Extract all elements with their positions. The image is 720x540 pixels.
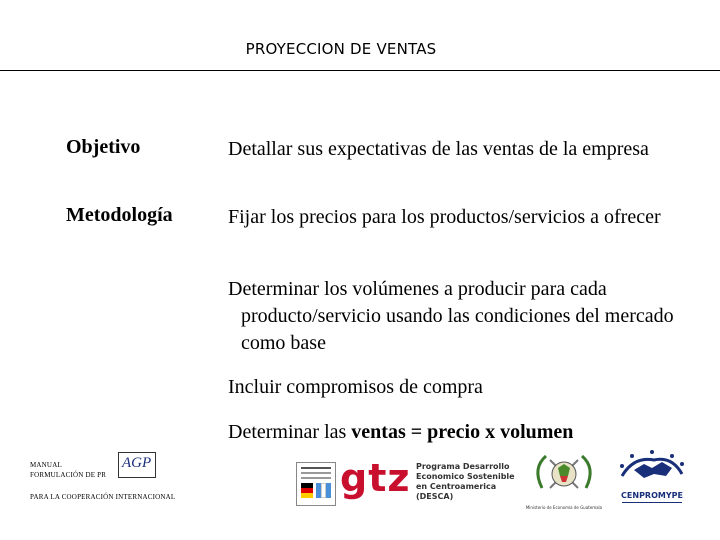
cenpromype-text: CENPROMYPE <box>621 491 683 500</box>
text-ventas-bold: ventas = precio x volumen <box>351 421 574 443</box>
desca-line-2: Economico Sostenible <box>416 472 515 481</box>
ministry-caption: Ministerio de Economía de Guatemala <box>525 505 603 510</box>
coat-of-arms-icon <box>522 448 606 498</box>
text-objetivo: Detallar sus expectativas de las ventas de la empresa <box>228 138 649 160</box>
text-ventas-formula <box>228 419 701 446</box>
desca-line-1: Programa Desarrollo <box>416 462 510 471</box>
footer-formulacion: FORMULACIÓN DE PR <box>30 471 107 479</box>
german-cooperation-logo <box>296 462 336 506</box>
cenpromype-map-icon <box>614 446 690 486</box>
desca-logo <box>416 462 515 502</box>
label-metodologia: Metodología <box>66 204 173 226</box>
desca-line-4: (DESCA) <box>416 492 454 501</box>
agp-logo <box>118 452 156 478</box>
text-compromisos: Incluir compromisos de compra <box>228 376 483 398</box>
text-ventas-prefix: Determinar las <box>228 421 352 443</box>
guatemala-coat-of-arms-logo <box>522 448 606 508</box>
page-title: PROYECCION DE VENTAS <box>245 40 437 58</box>
desca-line-3: en Centroamerica <box>416 482 497 491</box>
cenpromype-logo <box>614 446 690 510</box>
gtz-logo: gtz <box>340 456 411 500</box>
text-metodologia: Fijar los precios para los productos/servicios a ofrecer <box>228 206 661 228</box>
label-objetivo: Objetivo <box>66 136 141 158</box>
agp-logo-text: AGP <box>122 455 152 471</box>
text-volumenes: Determinar los volúmenes a producir para cada producto/servicio usando las condiciones del mercado como base <box>228 278 674 354</box>
header-divider <box>0 70 720 71</box>
footer-manual: MANUAL <box>30 461 62 469</box>
footer-cooperacion: PARA LA COOPERACIÓN INTERNACIONAL <box>30 493 176 501</box>
